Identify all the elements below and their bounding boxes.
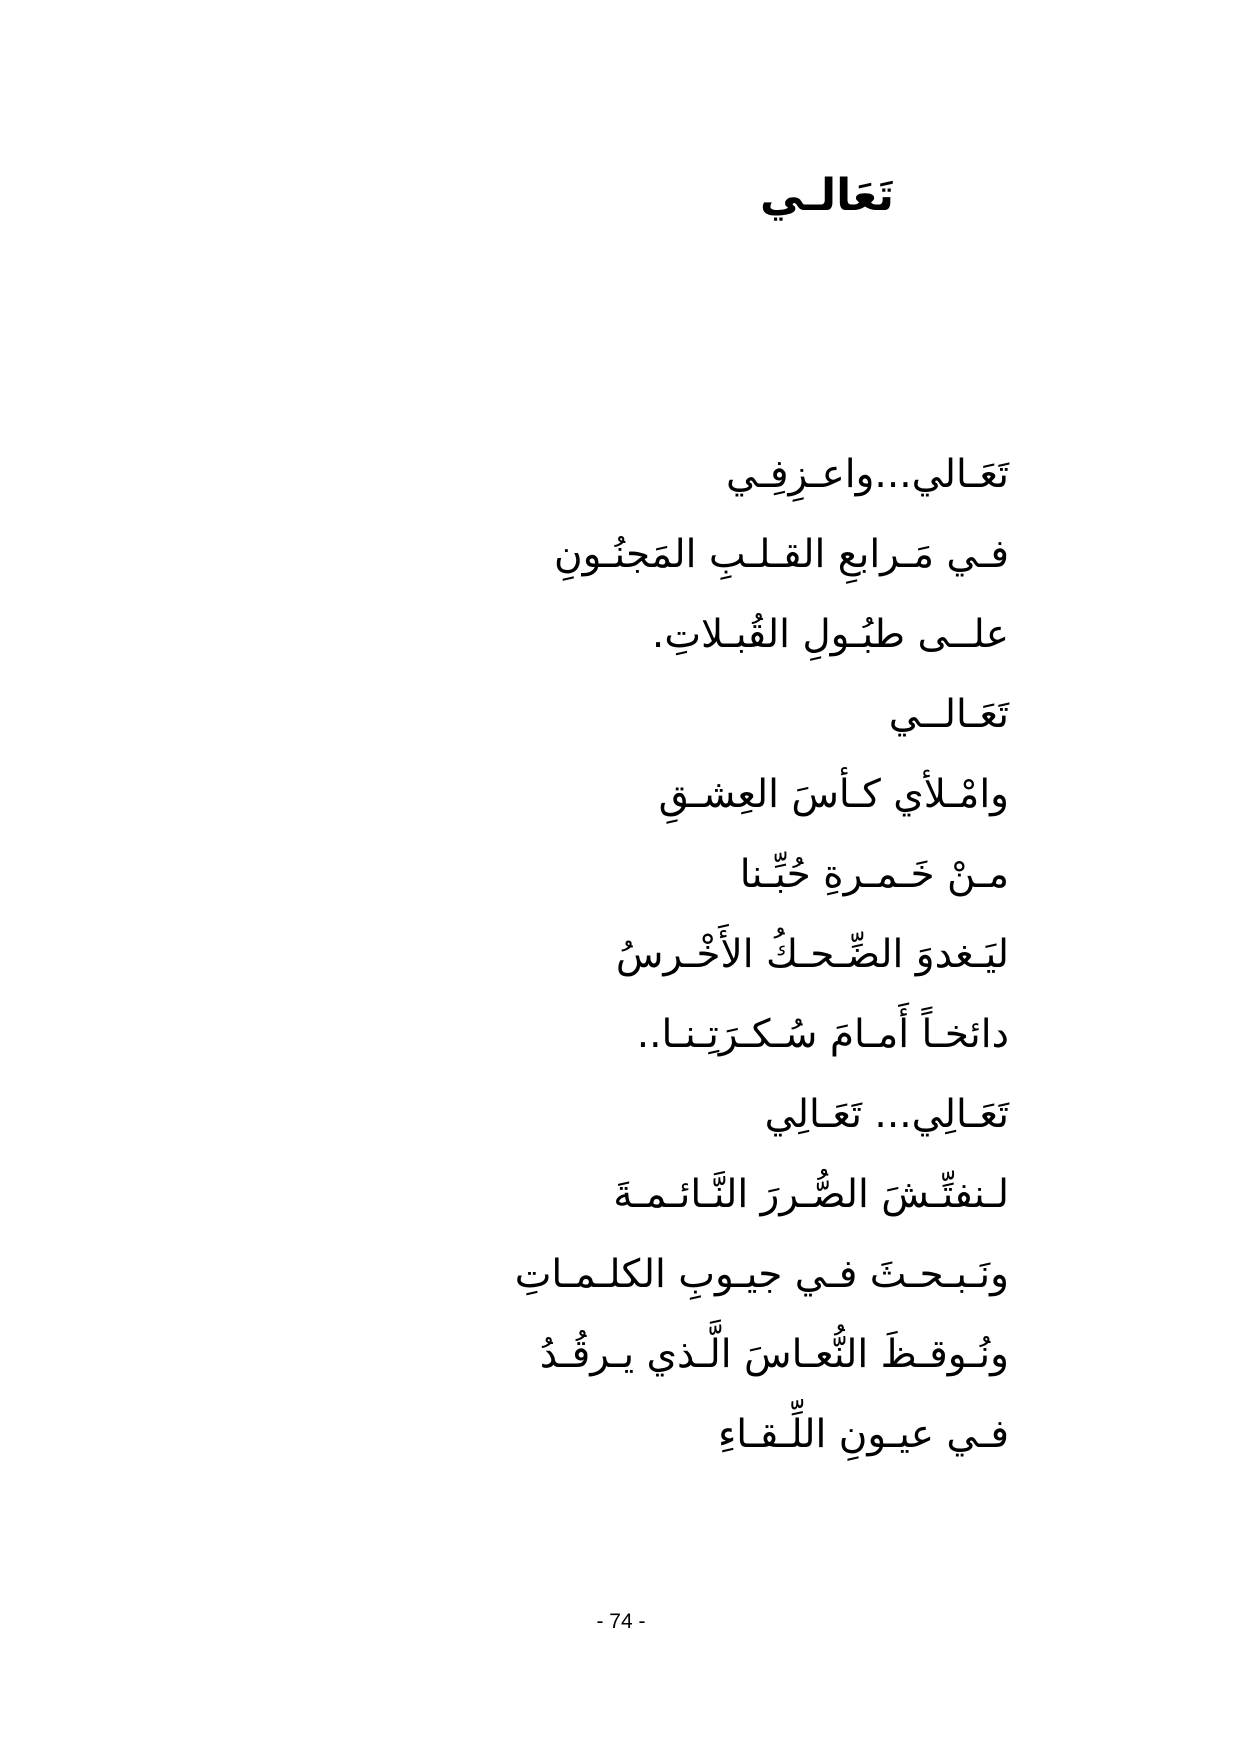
poem-line: علــى طبُـولِ القُبـلاتِ. <box>651 612 1009 657</box>
poem-line: دائخـاً أَمـامَ سُـكـرَتِـنـا.. <box>636 1012 1009 1057</box>
poem-line: وامْـلأي كـأسَ العِشـقِ <box>658 772 1009 817</box>
page-number: - 74 - <box>596 1610 646 1633</box>
poem-line: فـي عيـونِ اللِّـقـاءِ <box>717 1412 1009 1457</box>
poem-line: ونَـبـحـثَ فـي جيـوبِ الكلـمـاتِ <box>514 1252 1009 1297</box>
poem-line: تَعَـالي...واعـزِفِـي <box>725 452 1009 497</box>
poem-line: مـنْ خَـمـرةِ حُبِّـنا <box>739 852 1009 897</box>
poem-line: ونُـوقـظَ النُّعـاسَ الَّـذي يـرقُـدُ <box>539 1332 1009 1377</box>
poem-line: تَعَـالِي... تَعَـالِي <box>764 1092 1009 1137</box>
poem-line: تَعَـالــي <box>888 692 1009 737</box>
poem-line: ليَـغدوَ الضِّـحـكُ الأَخْـرسُ <box>615 932 1009 977</box>
poem-body <box>515 435 1009 1475</box>
poem-line: فـي مَـرابعِ القـلـبِ المَجنُـونِ <box>554 532 1009 577</box>
poem-title: تَعَالـي <box>760 170 894 221</box>
poem-line: لـنفتِّـشَ الصُّـررَ النَّـائـمـةَ <box>613 1172 1009 1217</box>
